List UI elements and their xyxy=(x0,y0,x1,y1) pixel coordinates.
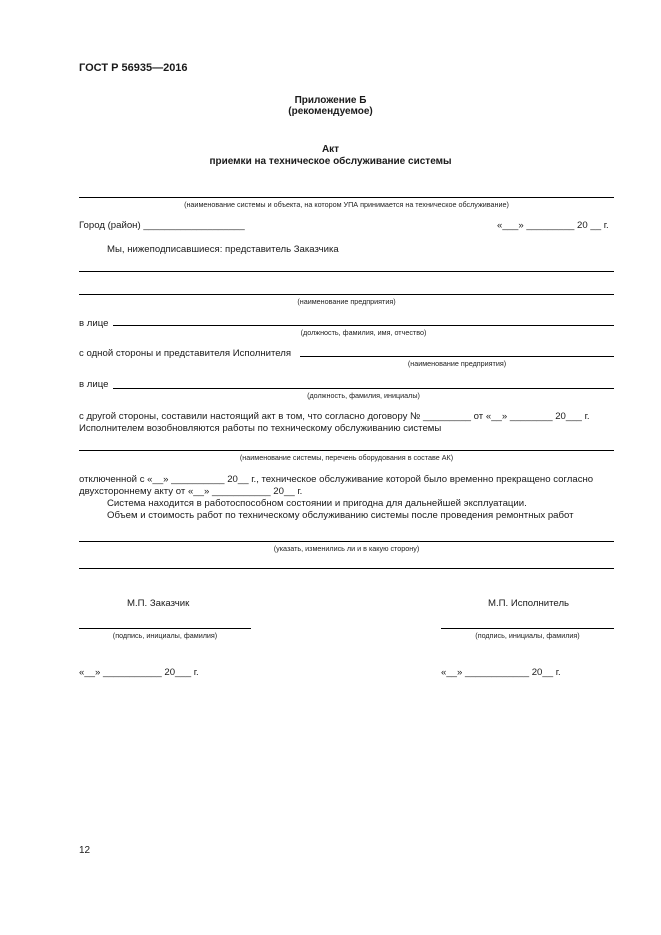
changes-line-2[interactable] xyxy=(79,568,614,569)
date-field: «___» _________ 20 __ г. xyxy=(497,220,609,231)
city-field: Город (район) ___________________ xyxy=(79,220,245,231)
customer-stamp-label: М.П. Заказчик xyxy=(127,598,190,609)
system-equipment-caption: (наименование системы, перечень оборудования в составе АК) xyxy=(239,453,454,462)
customer-line-1[interactable] xyxy=(79,271,614,272)
standard-number: ГОСТ Р 56935—2016 xyxy=(79,62,188,74)
operable-text: Система находится в работоспособном состоянии и пригодна для дальнейшей эксплуатации. xyxy=(107,498,527,509)
system-object-caption: (наименование системы и объекта, на котором УПА принимается на техническое обслуживание) xyxy=(184,200,509,209)
changes-caption: (указать, изменились ли и в какую сторону) xyxy=(273,544,420,553)
act-subtitle: приемки на техническое обслуживание системы xyxy=(209,156,452,167)
customer-date: «__» ___________ 20___ г. xyxy=(79,667,199,678)
disconnected-text-1: отключенной с «__» __________ 20__ г., техническое обслуживание которой было временно прекращено согласно xyxy=(79,474,594,485)
enterprise-caption-1: (наименование предприятия) xyxy=(297,297,396,306)
signatories-text: Мы, нижеподписавшиеся: представитель Заказчика xyxy=(107,244,339,255)
customer-representative-line[interactable] xyxy=(113,325,614,326)
customer-line-2[interactable] xyxy=(79,294,614,295)
contractor-signature-caption: (подпись, инициалы, фамилия) xyxy=(475,631,580,640)
enterprise-caption-2: (наименование предприятия) xyxy=(407,359,507,368)
system-equipment-line[interactable] xyxy=(79,450,614,451)
contractor-stamp-label: М.П. Исполнитель xyxy=(488,598,570,609)
position-fio-caption: (должность, фамилия, имя, отчество) xyxy=(300,328,427,337)
scope-text: Объем и стоимость работ по техническому обслуживанию системы после проведения ремонтных работ xyxy=(107,510,574,521)
disconnected-text-2: двухстороннему акту от «__» ___________ 20__ г. xyxy=(79,486,303,497)
appendix-subtitle: (рекомендуемое) xyxy=(288,106,373,117)
position-initials-caption: (должность, фамилия, инициалы) xyxy=(307,391,420,400)
system-object-line[interactable] xyxy=(79,197,614,198)
page-number: 12 xyxy=(79,845,91,856)
resumed-text: Исполнителем возобновляются работы по техническому обслуживанию системы xyxy=(79,423,442,434)
appendix-title: Приложение Б xyxy=(294,95,367,106)
contractor-representative-line[interactable] xyxy=(113,388,614,389)
in-person-label-2: в лице xyxy=(79,379,109,390)
contractor-signature-line[interactable] xyxy=(441,628,614,629)
act-title: Акт xyxy=(321,144,340,155)
customer-signature-caption: (подпись, инициалы, фамилия) xyxy=(112,631,218,640)
customer-signature-line[interactable] xyxy=(79,628,251,629)
other-side-text: с другой стороны, составили настоящий акт в том, что согласно договору № _________ от «__» ________ 20___ г. xyxy=(79,411,590,422)
contractor-side-text: с одной стороны и представителя Исполнителя xyxy=(79,348,292,359)
changes-line[interactable] xyxy=(79,541,614,542)
contractor-enterprise-line[interactable] xyxy=(300,356,614,357)
contractor-date: «__» ____________ 20__ г. xyxy=(441,667,561,678)
in-person-label-1: в лице xyxy=(79,318,109,329)
